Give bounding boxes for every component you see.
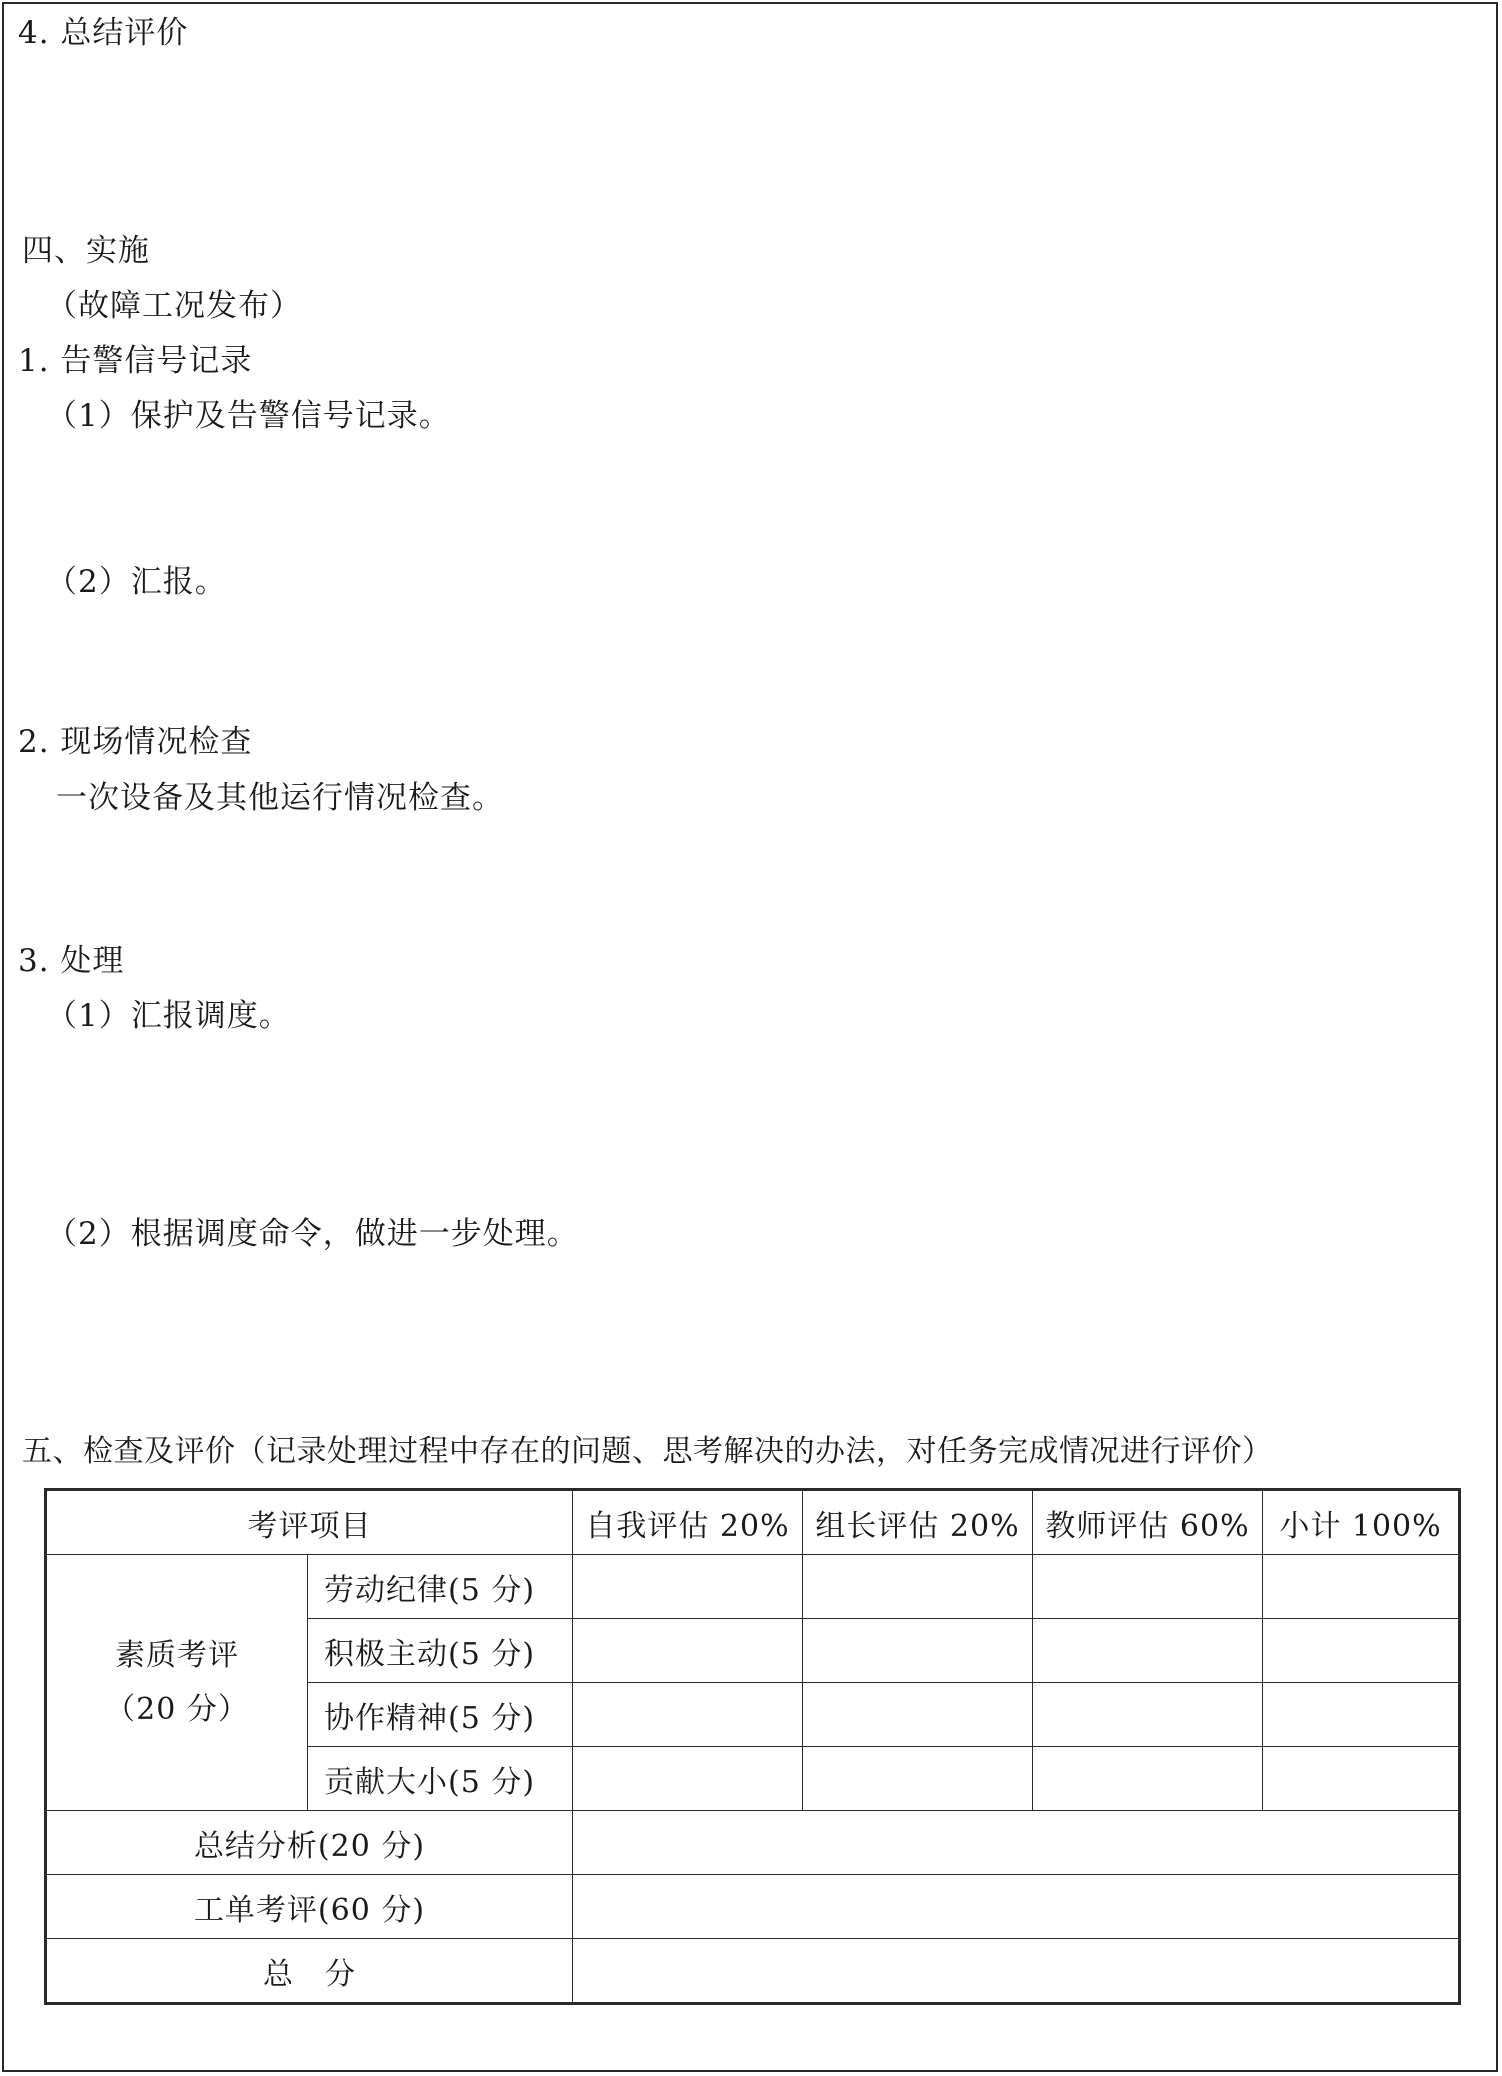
score-cell[interactable] (803, 1747, 1033, 1811)
sub-item-label: 积极主动(5 分) (308, 1619, 573, 1683)
score-cell[interactable] (573, 1555, 803, 1619)
evaluation-table (44, 1488, 1461, 2005)
sub-item-label: 协作精神(5 分) (308, 1683, 573, 1747)
section-1-item-2: （2）汇报。 (46, 564, 227, 600)
sub-item-label: 贡献大小(5 分) (308, 1747, 573, 1811)
score-cell[interactable] (803, 1555, 1033, 1619)
total-score-cell[interactable] (573, 1939, 1460, 2004)
summary-score-cell[interactable] (573, 1875, 1460, 1939)
section-2-description: 一次设备及其他运行情况检查。 (56, 780, 504, 816)
total-label: 总 分 (46, 1939, 573, 2004)
score-cell[interactable] (1033, 1683, 1263, 1747)
score-cell[interactable] (1033, 1619, 1263, 1683)
score-cell[interactable] (803, 1619, 1033, 1683)
score-cell[interactable] (1263, 1619, 1460, 1683)
summary-row (46, 1875, 1460, 1939)
table-row (46, 1555, 1460, 1619)
section-3-item-2: （2）根据调度命令，做进一步处理。 (46, 1216, 579, 1252)
quality-group-label: 素质考评 (115, 1637, 239, 1673)
score-cell[interactable] (1033, 1747, 1263, 1811)
score-cell[interactable] (1033, 1555, 1263, 1619)
summary-score-cell[interactable] (573, 1811, 1460, 1875)
section-3-item-1: （1）汇报调度。 (46, 998, 291, 1034)
score-cell[interactable] (803, 1683, 1033, 1747)
score-cell[interactable] (1263, 1555, 1460, 1619)
score-cell[interactable] (573, 1619, 803, 1683)
summary-label: 工单考评(60 分) (46, 1875, 573, 1939)
summary-label: 总结分析(20 分) (46, 1811, 573, 1875)
section-1-item-1: （1）保护及告警信号记录。 (46, 398, 451, 434)
score-cell[interactable] (1263, 1683, 1460, 1747)
section-four-heading: 四、实施 (22, 233, 150, 269)
section-2-heading: 2. 现场情况检查 (18, 724, 253, 760)
table-header-row (46, 1490, 1460, 1555)
score-cell[interactable] (1263, 1747, 1460, 1811)
quality-group-score: （20 分） (105, 1691, 249, 1727)
section-5-heading: 五、检查及评价（记录处理过程中存在的问题、思考解决的办法，对任务完成情况进行评价） (22, 1434, 1273, 1469)
score-cell[interactable] (573, 1747, 803, 1811)
header-leader: 组长评估 20% (803, 1490, 1033, 1555)
score-cell[interactable] (573, 1683, 803, 1747)
section-3-heading: 3. 处理 (18, 943, 125, 979)
header-self: 自我评估 20% (573, 1490, 803, 1555)
header-item: 考评项目 (46, 1490, 573, 1555)
summary-row (46, 1939, 1460, 2004)
section-4-heading: 4. 总结评价 (18, 15, 189, 51)
header-subtotal: 小计 100% (1263, 1490, 1460, 1555)
sub-item-label: 劳动纪律(5 分) (308, 1555, 573, 1619)
section-four-note: （故障工况发布） (46, 288, 302, 324)
summary-row (46, 1811, 1460, 1875)
quality-group-cell (46, 1555, 308, 1811)
header-teacher: 教师评估 60% (1033, 1490, 1263, 1555)
section-1-heading: 1. 告警信号记录 (18, 343, 253, 379)
